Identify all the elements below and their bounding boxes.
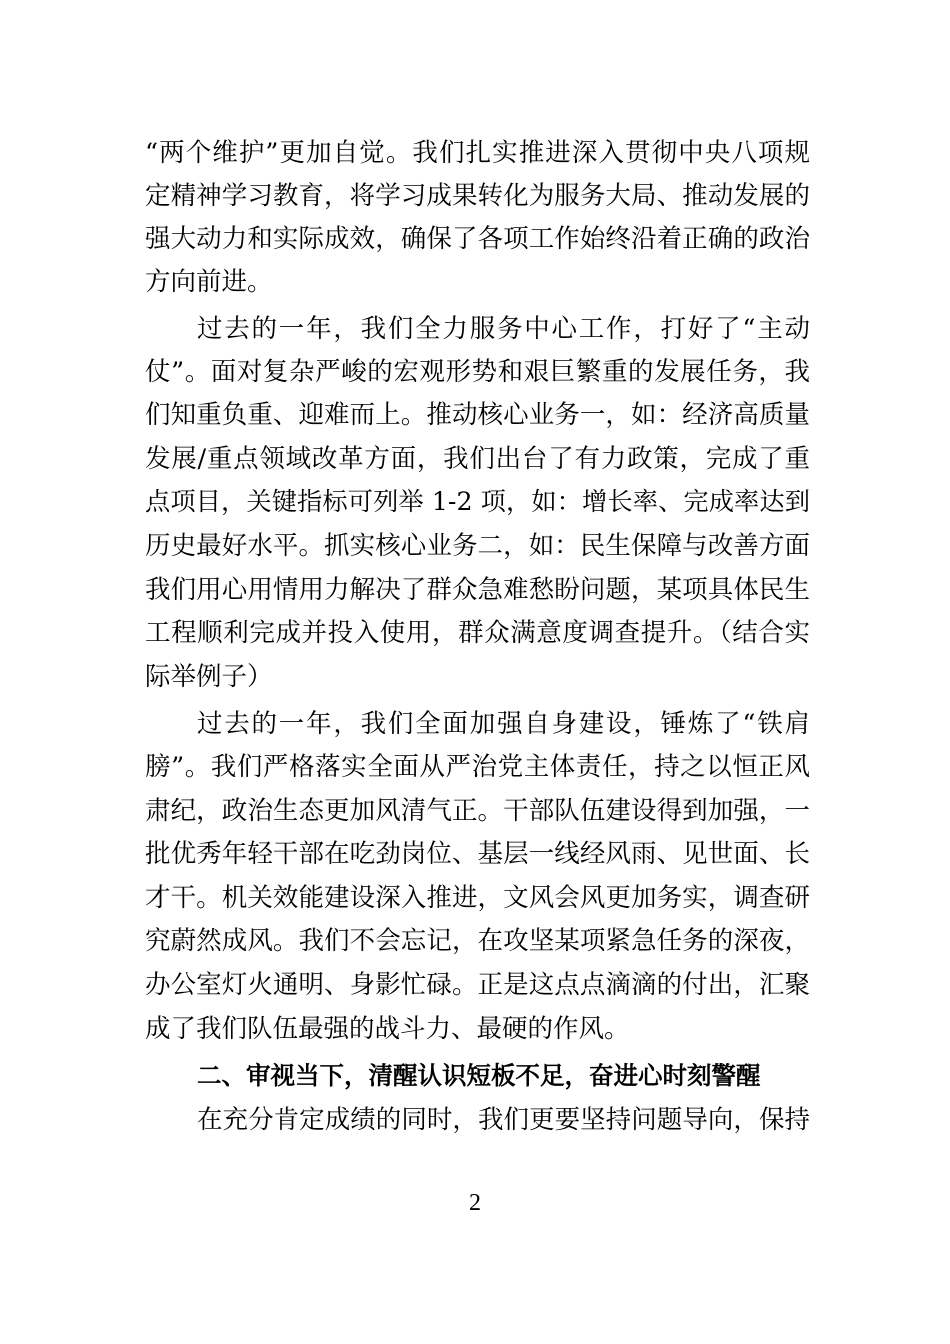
paragraph-line: “两个维护”更加自觉。我们扎实推进深入贯彻中央八项规 [145,138,810,168]
page-number: 2 [469,1190,481,1216]
paragraph-line: 历史最好水平。抓实核心业务二，如：民生保障与改善方面 [145,531,810,561]
paragraph-line: 仗”。面对复杂严峻的宏观形势和艰巨繁重的发展任务，我 [145,357,810,387]
paragraph-line: 际举例子） [145,662,273,692]
paragraph-line: 方向前进。 [145,267,273,297]
paragraph-line: 们知重负重、迎难而上。推动核心业务一，如：经济高质量 [145,400,810,430]
paragraph-line: 过去的一年，我们全面加强自身建设，锤炼了“铁肩 [197,709,810,739]
paragraph-line: 强大动力和实际成效，确保了各项工作始终沿着正确的政治 [145,224,810,254]
paragraph-line: 发展/重点领域改革方面，我们出台了有力政策，完成了重 [145,444,810,474]
paragraph-line: 我们用心用情用力解决了群众急难愁盼问题，某项具体民生 [145,575,810,605]
paragraph-line: 定精神学习教育，将学习成果转化为服务大局、推动发展的 [145,181,810,211]
paragraph-line: 过去的一年，我们全力服务中心工作，打好了“主动 [197,314,810,344]
paragraph-line: 成了我们队伍最强的战斗力、最硬的作风。 [145,1014,630,1044]
paragraph-line: 办公室灯火通明、身影忙碌。正是这点点滴滴的付出，汇聚 [145,970,810,1000]
paragraph-line: 点项目，关键指标可列举 1-2 项，如：增长率、完成率达到 [145,487,810,516]
paragraph-line: 工程顺利完成并投入使用，群众满意度调查提升。（结合实 [145,618,810,648]
paragraph-line: 才干。机关效能建设深入推进，文风会风更加务实，调查研 [145,883,810,913]
paragraph-line: 在充分肯定成绩的同时，我们更要坚持问题导向，保持 [197,1105,810,1135]
paragraph-line: 批优秀年轻干部在吃劲岗位、基层一线经风雨、见世面、长 [145,839,810,869]
section-heading: 二、审视当下，清醒认识短板不足，奋进心时刻警醒 [197,1061,761,1090]
paragraph-line: 究蔚然成风。我们不会忘记，在攻坚某项紧急任务的深夜， [145,926,810,956]
paragraph-line: 膀”。我们严格落实全面从严治党主体责任，持之以恒正风 [145,752,810,782]
paragraph-line: 肃纪，政治生态更加风清气正。干部队伍建设得到加强，一 [145,796,810,826]
